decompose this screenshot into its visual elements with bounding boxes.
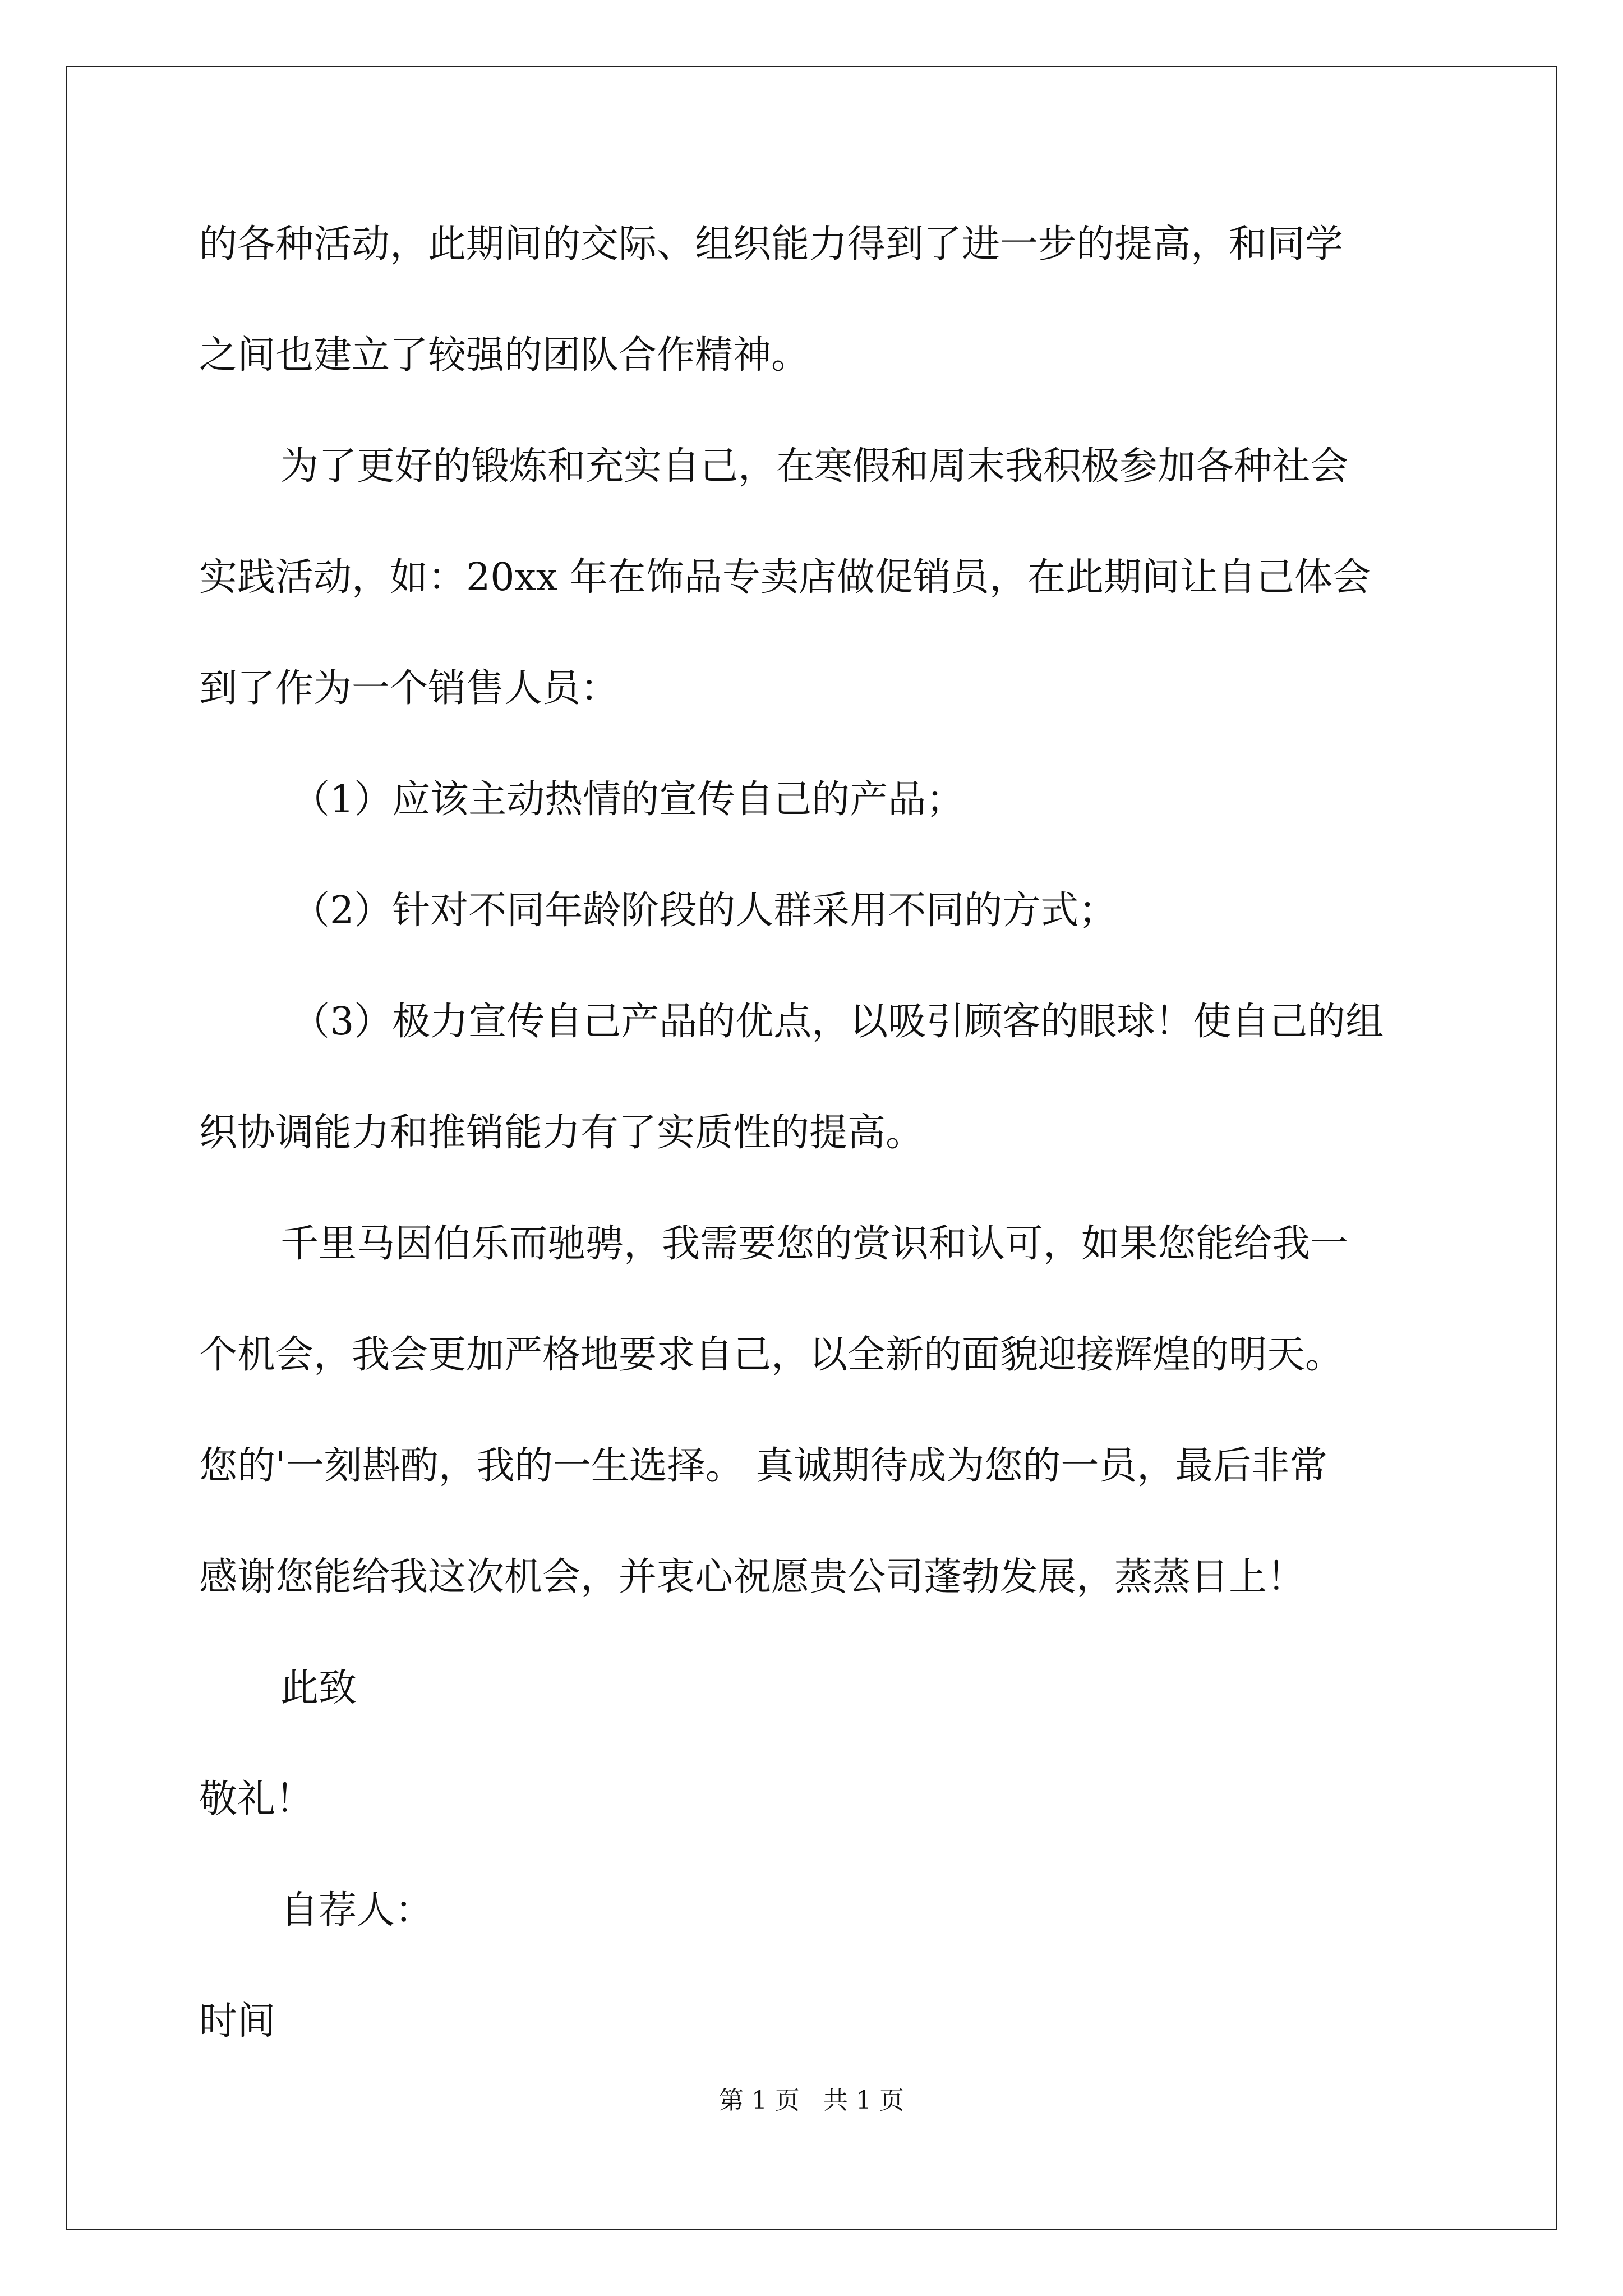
list-item-1: （1）应该主动热情的宣传自己的产品； [292,777,965,822]
text-line-1: 的各种活动，此期间的交际、组织能力得到了进一步的提高，和同学 [199,222,1344,266]
page-number-footer: 第 1 页 共 1 页 [719,2086,904,2115]
text-line-11: 个机会，我会更加严格地要求自己，以全新的面貌迎接辉煌的明天。 [199,1333,1344,1377]
closing-regards: 敬礼！ [199,1777,314,1821]
text-line-9: 织协调能力和推销能力有了实质性的提高。 [199,1111,924,1155]
text-line-5: 到了作为一个销售人员： [199,666,619,711]
text-line-4: 实践活动，如：20xx 年在饰品专卖店做促销员，在此期间让自己体会 [199,555,1371,600]
text-line-3: 为了更好的锻炼和充实自己，在寒假和周末我积极参加各种社会 [280,444,1349,489]
text-line-13: 感谢您能给我这次机会，并衷心祝愿贵公司蓬勃发展，蒸蒸日上！ [199,1555,1306,1599]
signature-label: 自荐人： [280,1888,434,1932]
text-line-2: 之间也建立了较强的团队合作精神。 [199,333,810,378]
list-item-3: （3）极力宣传自己产品的优点，以吸引顾客的眼球！使自己的组 [292,1000,1384,1044]
closing-salutation: 此致 [280,1666,357,1710]
date-label: 时间 [199,1999,276,2044]
text-line-10: 千里马因伯乐而驰骋，我需要您的赏识和认可，如果您能给我一 [280,1222,1349,1266]
list-item-2: （2）针对不同年龄阶段的人群采用不同的方式； [292,889,1117,933]
text-line-12: 您的'一刻斟酌，我的一生选择。 真诚期待成为您的一员，最后非常 [199,1444,1328,1488]
